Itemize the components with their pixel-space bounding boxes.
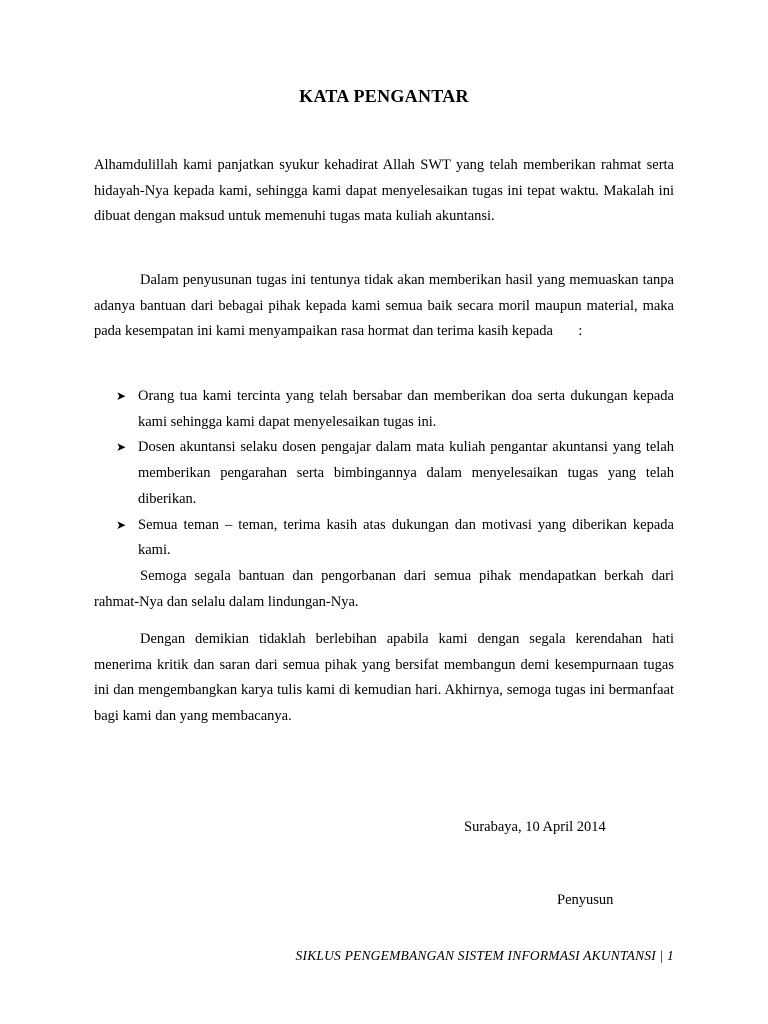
list-item [94,435,674,512]
arrow-bullet-icon: ➤ [116,389,127,403]
list-item-text: Dosen akuntansi selaku dosen pengajar dalam mata kuliah pengantar akuntansi yang telah memberikan pengarahan serta bimbingannya dalam menyelesaikan tugas yang telah diberikan. [138,439,674,507]
paragraph-blessing: Semoga segala bantuan dan pengorbanan dari semua pihak mendapatkan berkah dari rahmat-Nya dan selalu dalam lindungan-Nya. [94,568,674,610]
intro-paragraph-block [94,153,674,230]
blessing-paragraph-block [94,564,674,615]
page-footer: SIKLUS PENGEMBANGAN SISTEM INFORMASI AKUNTANSI | 1 [295,948,674,963]
author-label: Penyusun [557,892,614,908]
paragraph-closing: Dengan demikian tidaklah berlebihan apabila kami dengan segala kerendahan hati menerima kritik dan saran dari semua pihak yang bersifat membangun demi kesempurnaan tugas ini dan mengembangkan karya tulis kami di kemudian hari. Akhirnya, semoga tugas ini bermanfaat bagi kami dan yang membacanya. [94,631,674,725]
arrow-bullet-icon: ➤ [116,517,127,532]
arrow-bullet-icon: ➤ [116,440,127,455]
list-item [94,513,674,564]
paragraph-intro: Alhamdulillah kami panjatkan syukur kehadirat Allah SWT yang telah memberikan rahmat serta hidayah-Nya kepada kami, sehingga kami dapat menyelesaikan tugas ini tepat waktu. Makalah ini dibuat dengan maksud untuk memenuhi tugas mata kuliah akuntansi. [94,157,674,225]
page-title: KATA PENGANTAR [299,86,469,106]
thanks-list [94,384,674,564]
closing-paragraph-block [94,627,674,730]
list-item [94,384,674,435]
paragraph-acknowledgement: Dalam penyusunan tugas ini tentunya tidak akan memberikan hasil yang memuaskan tanpa adanya bantuan dari bebagai pihak kepada kami semua baik secara moril maupun material, maka pada kesempatan ini kami menyampaikan rasa hormat dan terima kasih kepada : [94,272,678,340]
place-date: Surabaya, 10 April 2014 [464,819,606,835]
thanks-list-block [94,384,674,564]
list-item-text: Semua teman – teman, terima kasih atas dukungan dan motivasi yang diberikan kepada kami. [138,516,674,559]
list-item-text: Orang tua kami tercinta yang telah bersabar dan memberikan doa serta dukungan kepada kami sehingga kami dapat menyelesaikan tugas ini. [138,388,674,430]
acknowledgement-paragraph-block [94,268,678,345]
